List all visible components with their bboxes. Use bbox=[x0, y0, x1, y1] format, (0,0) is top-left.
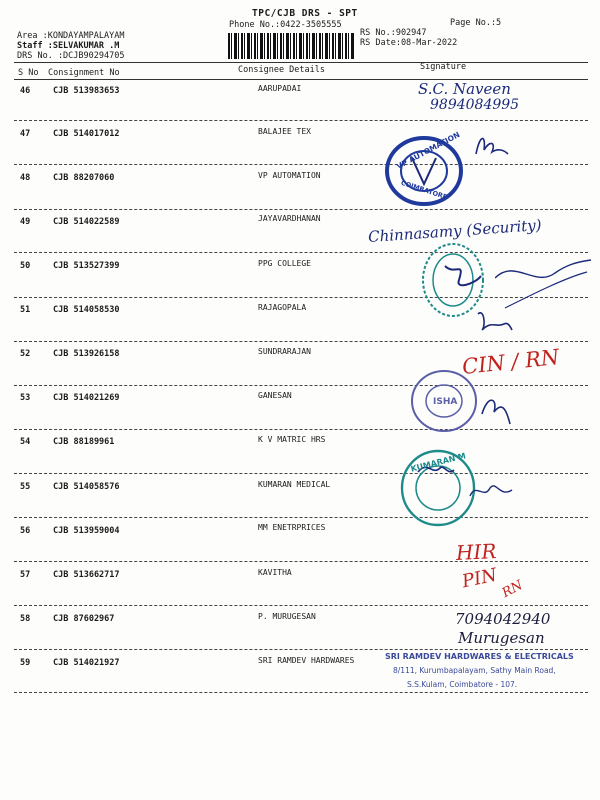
row-consignee: VP AUTOMATION bbox=[258, 171, 321, 180]
row-divider bbox=[14, 561, 588, 562]
drs-number: DRS No. :DCJB90294705 bbox=[17, 51, 125, 61]
row-consignee: SRI RAMDEV HARDWARES bbox=[258, 656, 355, 665]
page-number: Page No.:5 bbox=[450, 18, 502, 28]
row-consignee: P. MURUGESAN bbox=[258, 612, 316, 621]
row-sno: 53 bbox=[20, 393, 31, 403]
vp-stamp-bottom-text: COIMBATORE bbox=[399, 178, 449, 202]
phone-number: Phone No.:0422-3505555 bbox=[229, 20, 342, 30]
row-divider bbox=[14, 517, 588, 518]
row-consignee: JAYAVARDHANAN bbox=[258, 214, 321, 223]
signature-row58-phone: 7094042940 bbox=[455, 610, 551, 628]
vp-stamp-top-text: VP AUTOMATION bbox=[395, 130, 462, 171]
row-consignee: BALAJEE TEX bbox=[258, 127, 311, 136]
ramdev-stamp-line1: SRI RAMDEV HARDWARES & ELECTRICALS bbox=[385, 652, 574, 661]
row-sno: 59 bbox=[20, 658, 31, 668]
signature-row47-scribble bbox=[470, 130, 510, 162]
rs-number: RS No.:902947 bbox=[360, 28, 427, 38]
row-sno: 51 bbox=[20, 305, 31, 315]
signature-row51-scribble bbox=[474, 306, 514, 336]
row-consignment: CJB 514022589 bbox=[53, 217, 120, 227]
row-sno: 46 bbox=[20, 86, 31, 96]
row-divider bbox=[14, 385, 588, 386]
ramdev-stamp-line2: 8/111, Kurumbapalayam, Sathy Main Road, bbox=[393, 666, 556, 675]
row-divider bbox=[14, 164, 588, 165]
row-consignee: PPG COLLEGE bbox=[258, 259, 311, 268]
area-label: Area :KONDAYAMPALAYAM bbox=[17, 31, 125, 41]
row-sno: 57 bbox=[20, 570, 31, 580]
row-consignment: CJB 513926158 bbox=[53, 349, 120, 359]
row-divider bbox=[14, 341, 588, 342]
row-consignee: GANESAN bbox=[258, 391, 292, 400]
isha-stamp-text: ISHA bbox=[433, 397, 458, 407]
row-sno: 56 bbox=[20, 526, 31, 536]
row-consignee: SUNDRARAJAN bbox=[258, 347, 311, 356]
row-consignee: K V MATRIC HRS bbox=[258, 435, 326, 444]
row-consignment: CJB 514058576 bbox=[53, 482, 120, 492]
row-consignment: CJB 514017012 bbox=[53, 129, 120, 139]
signature-row53-scribble bbox=[476, 388, 514, 428]
col-sno: S No bbox=[18, 68, 39, 78]
row-consignee: AARUPADAI bbox=[258, 84, 302, 93]
kumaran-stamp-text: KUMARAN M bbox=[409, 451, 467, 474]
row-sno: 48 bbox=[20, 173, 31, 183]
row-divider bbox=[14, 692, 588, 693]
row-consignee: KUMARAN MEDICAL bbox=[258, 480, 331, 489]
row-sno: 50 bbox=[20, 261, 31, 271]
row-sno: 49 bbox=[20, 217, 31, 227]
ramdev-stamp-line3: S.S.Kulam, Coimbatore - 107. bbox=[407, 680, 518, 689]
signature-row46-name: S.C. Naveen bbox=[418, 80, 511, 98]
signature-row49-note: Chinnasamy (Security) bbox=[367, 215, 543, 247]
signature-row57-pin: PIN bbox=[460, 564, 499, 593]
barcode bbox=[228, 33, 354, 59]
row-sno: 54 bbox=[20, 437, 31, 447]
row-consignee: MM ENETRPRICES bbox=[258, 523, 326, 532]
row-divider bbox=[14, 209, 588, 210]
signature-row58-name: Murugesan bbox=[458, 629, 545, 647]
row-divider bbox=[14, 649, 588, 650]
row-consignment: CJB 513662717 bbox=[53, 570, 120, 580]
header-rule-top bbox=[14, 62, 588, 63]
row-consignee: RAJAGOPALA bbox=[258, 303, 307, 312]
row-consignee: KAVITHA bbox=[258, 568, 292, 577]
row-divider bbox=[14, 120, 588, 121]
ramdev-stamp bbox=[385, 652, 585, 689]
row-consignment: CJB 513983653 bbox=[53, 86, 120, 96]
rs-date: RS Date:08-Mar-2022 bbox=[360, 38, 458, 48]
report-title: TPC/CJB DRS - SPT bbox=[252, 8, 358, 19]
col-signature: Signature bbox=[420, 62, 467, 72]
signature-row46-phone: 9894084995 bbox=[430, 97, 520, 113]
signature-row55-scribble bbox=[468, 476, 514, 506]
signature-row52-note: CIN / RN bbox=[461, 344, 561, 380]
signature-row57-hir: HIR bbox=[455, 538, 498, 566]
col-consignment: Consignment No bbox=[48, 68, 120, 78]
row-consignment: CJB 88189961 bbox=[53, 437, 115, 447]
row-sno: 55 bbox=[20, 482, 31, 492]
row-divider bbox=[14, 473, 588, 474]
row-divider bbox=[14, 605, 588, 606]
row-consignment: CJB 514058530 bbox=[53, 305, 120, 315]
row-consignment: CJB 88207060 bbox=[53, 173, 115, 183]
row-consignment: CJB 513959004 bbox=[53, 526, 120, 536]
row-consignment: CJB 513527399 bbox=[53, 261, 120, 271]
row-consignment: CJB 87602967 bbox=[53, 614, 115, 624]
row-divider bbox=[14, 429, 588, 430]
row-consignment: CJB 514021927 bbox=[53, 658, 120, 668]
signature-row57-rn: RN bbox=[499, 577, 526, 602]
staff-label: Staff :SELVAKUMAR .M bbox=[17, 41, 120, 51]
row-sno: 47 bbox=[20, 129, 31, 139]
col-consignee: Consignee Details bbox=[238, 65, 325, 75]
row-sno: 52 bbox=[20, 349, 31, 359]
row-sno: 58 bbox=[20, 614, 31, 624]
row-consignment: CJB 514021269 bbox=[53, 393, 120, 403]
